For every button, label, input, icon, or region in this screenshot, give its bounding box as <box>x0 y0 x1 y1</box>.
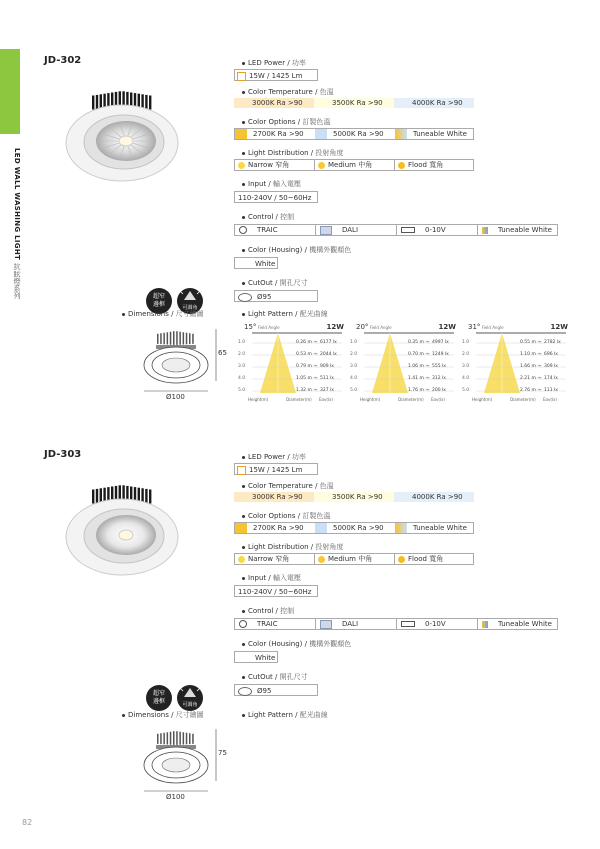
pattern-diameter: 0.55 m → <box>520 340 542 345</box>
cutout-icon <box>238 687 252 696</box>
pattern-diameter: 0.26 m → <box>296 340 318 345</box>
light-distribution-label: Light Distribution / 投射角度 <box>242 542 343 552</box>
pattern-lux: 312 lx <box>432 376 446 381</box>
chart-footer: Eav(lx) <box>431 397 445 402</box>
pattern-lux: 2044 lx <box>320 352 337 357</box>
control-3: Tuneable White <box>478 619 559 629</box>
color-temp-label: Color Temperature / 色溫 <box>242 481 334 491</box>
housing-box: White <box>234 651 278 663</box>
dist-option-2: Flood 寬角 <box>395 554 475 564</box>
cutout-label: CutOut / 開孔尺寸 <box>242 278 308 288</box>
beam-dot-icon <box>238 556 245 563</box>
cutout-box: Ø95 <box>234 290 318 302</box>
narrow-frame-badge: 超窄 邊框 <box>146 288 172 314</box>
dist-option-2: Flood 寬角 <box>395 160 475 170</box>
y-tick: 4.0 <box>350 376 358 381</box>
pattern-watt: 12W <box>326 323 344 331</box>
color-swatch <box>395 523 407 533</box>
pattern-lux: 111 lx <box>544 388 558 393</box>
pattern-diameter: 0.79 m → <box>296 364 318 369</box>
housing-box: White <box>234 257 278 269</box>
chart-footer: Eav(lx) <box>543 397 557 402</box>
pattern-lux: 696 lx <box>544 352 558 357</box>
slider-icon <box>401 621 415 627</box>
dim-height: 75 <box>218 749 227 757</box>
control-2: 0-10V <box>397 225 478 235</box>
color-swatch <box>395 129 407 139</box>
pattern-diameter: 0.35 m → <box>408 340 430 345</box>
cutout-label: CutOut / 開孔尺寸 <box>242 672 308 682</box>
option-5000k: 5000K Ra >90 <box>315 129 395 139</box>
pattern-lux: 909 lx <box>320 364 334 369</box>
control-box <box>234 224 558 236</box>
pattern-diameter: 1.41 m → <box>408 376 430 381</box>
dist-option-0: Narrow 窄角 <box>235 554 315 564</box>
y-tick: 3.0 <box>238 364 246 369</box>
color-options-label: Color Options / 訂製色溫 <box>242 117 330 127</box>
product-block-jd-302 <box>0 55 600 455</box>
field-angle: 31° <box>468 323 481 331</box>
y-tick: 2.0 <box>238 352 246 357</box>
pattern-diameter: 1.66 m → <box>520 364 542 369</box>
y-tick: 1.0 <box>462 340 470 345</box>
color-temp-box <box>234 98 474 110</box>
adjustable-badge: 可調角 <box>177 685 203 711</box>
y-tick: 3.0 <box>350 364 358 369</box>
control-3: Tuneable White <box>478 225 559 235</box>
power-box: 15W / 1425 Lm <box>234 463 318 475</box>
y-tick: 5.0 <box>462 388 470 393</box>
dimmer-knob-icon <box>239 226 247 234</box>
chart-footer: Diameter(m) <box>286 397 312 402</box>
temp-3500k: 3500K Ra >90 <box>314 98 394 108</box>
light-distribution-box <box>234 553 474 565</box>
pattern-lux: 1249 lx <box>432 352 449 357</box>
beam-dot-icon <box>398 556 405 563</box>
light-distribution-label: Light Distribution / 投射角度 <box>242 148 343 158</box>
y-tick: 2.0 <box>350 352 358 357</box>
dimensions-label: Dimensions / 尺寸繪圖 <box>122 309 204 319</box>
light-pattern-chart <box>462 323 568 402</box>
chart-footer: Diameter(m) <box>510 397 536 402</box>
field-angle-sub: Field Angle <box>480 325 504 330</box>
control-label: Control / 控制 <box>242 212 294 222</box>
tuneable-icon <box>482 227 488 234</box>
dist-option-1: Medium 中角 <box>315 554 395 564</box>
option-5000k: 5000K Ra >90 <box>315 523 395 533</box>
pattern-watt: 12W <box>550 323 568 331</box>
option-tuneable: Tuneable White <box>395 523 473 533</box>
dim-width: Ø100 <box>166 393 185 401</box>
field-angle: 20° <box>356 323 369 331</box>
pattern-diameter: 1.10 m → <box>520 352 542 357</box>
y-tick: 1.0 <box>350 340 358 345</box>
pattern-diameter: 1.06 m → <box>408 364 430 369</box>
led-power-label: LED Power / 功率 <box>242 58 306 68</box>
pattern-diameter: 0.53 m → <box>296 352 318 357</box>
side-title: LED WALL WASHING LIGHT 抗眩燈系列 <box>13 148 21 300</box>
chart-footer: Diameter(m) <box>398 397 424 402</box>
y-tick: 4.0 <box>462 376 470 381</box>
pattern-diameter: 0.70 m → <box>408 352 430 357</box>
pattern-diameter: 2.21 m → <box>520 376 542 381</box>
y-tick: 1.0 <box>238 340 246 345</box>
control-1: DALI <box>316 225 397 235</box>
dali-icon <box>320 226 332 235</box>
tuneable-icon <box>482 621 488 628</box>
input-label: Input / 輸入電壓 <box>242 179 301 189</box>
temp-3500k: 3500K Ra >90 <box>314 492 394 502</box>
dimensions-label: Dimensions / 尺寸繪圖 <box>122 710 204 720</box>
temp-3000k: 3000K Ra >90 <box>234 98 314 108</box>
color-swatch <box>315 129 327 139</box>
beam-dot-icon <box>318 556 325 563</box>
pattern-lux: 511 lx <box>320 376 334 381</box>
y-tick: 5.0 <box>238 388 246 393</box>
input-box: 110-240V / 50~60Hz <box>234 191 318 203</box>
narrow-frame-badge: 超窄 邊框 <box>146 685 172 711</box>
beam-dot-icon <box>238 162 245 169</box>
cutout-icon <box>238 293 252 302</box>
housing-label: Color (Housing) / 機構外觀顏色 <box>242 245 351 255</box>
option-2700k: 2700K Ra >90 <box>235 129 315 139</box>
option-2700k: 2700K Ra >90 <box>235 523 315 533</box>
light-pattern-label: Light Pattern / 配光曲線 <box>242 710 328 720</box>
beam-dot-icon <box>398 162 405 169</box>
field-angle-sub: Field Angle <box>368 325 392 330</box>
control-1: DALI <box>316 619 397 629</box>
dim-height: 65 <box>218 349 227 357</box>
chart-footer: Height(m) <box>472 397 493 402</box>
temp-3000k: 3000K Ra >90 <box>234 492 314 502</box>
page-number: 82 <box>22 818 33 827</box>
chart-footer: Height(m) <box>248 397 269 402</box>
light-distribution-box <box>234 159 474 171</box>
pattern-lux: 6177 lx <box>320 340 337 345</box>
product-photo <box>62 85 182 185</box>
model-number: JD-303 <box>44 449 82 460</box>
input-box: 110-240V / 50~60Hz <box>234 585 318 597</box>
product-photo <box>62 479 182 579</box>
control-box <box>234 618 558 630</box>
product-block-jd-303 <box>0 449 600 849</box>
color-options-label: Color Options / 訂製色溫 <box>242 511 330 521</box>
beam-dot-icon <box>318 162 325 169</box>
light-pattern-label: Light Pattern / 配光曲線 <box>242 309 328 319</box>
slider-icon <box>401 227 415 233</box>
control-0: TRAIC <box>235 619 316 629</box>
temp-4000k: 4000K Ra >90 <box>394 492 474 502</box>
color-options-box <box>234 522 474 534</box>
color-temp-label: Color Temperature / 色溫 <box>242 87 334 97</box>
y-tick: 4.0 <box>238 376 246 381</box>
pattern-diameter: 1.76 m → <box>408 388 430 393</box>
led-power-label: LED Power / 功率 <box>242 452 306 462</box>
pattern-diameter: 1.05 m → <box>296 376 318 381</box>
pattern-watt: 12W <box>438 323 456 331</box>
color-swatch <box>235 129 247 139</box>
control-2: 0-10V <box>397 619 478 629</box>
pattern-lux: 2782 lx <box>544 340 561 345</box>
dim-width: Ø100 <box>166 793 185 801</box>
pattern-lux: 4997 lx <box>432 340 449 345</box>
color-swatch <box>315 523 327 533</box>
dist-option-1: Medium 中角 <box>315 160 395 170</box>
control-label: Control / 控制 <box>242 606 294 616</box>
y-tick: 3.0 <box>462 364 470 369</box>
power-box: 15W / 1425 Lm <box>234 69 318 81</box>
adjustable-badge: 可調角 <box>177 288 203 314</box>
y-tick: 5.0 <box>350 388 358 393</box>
light-pattern-chart <box>238 323 344 402</box>
pattern-lux: 174 lx <box>544 376 558 381</box>
pattern-diameter: 2.76 m → <box>520 388 542 393</box>
cutout-box: Ø95 <box>234 684 318 696</box>
field-angle-sub: Field Angle <box>256 325 280 330</box>
y-tick: 2.0 <box>462 352 470 357</box>
pattern-lux: 309 lx <box>544 364 558 369</box>
dimmer-knob-icon <box>239 620 247 628</box>
field-angle: 15° <box>244 323 257 331</box>
color-options-box <box>234 128 474 140</box>
pattern-lux: 200 lx <box>432 388 446 393</box>
sun-icon <box>237 72 246 81</box>
housing-label: Color (Housing) / 機構外觀顏色 <box>242 639 351 649</box>
light-pattern-chart <box>350 323 456 402</box>
chart-footer: Eav(lx) <box>319 397 333 402</box>
dimension-drawing <box>130 727 230 807</box>
dimension-drawing <box>130 327 230 407</box>
sun-icon <box>237 466 246 475</box>
temp-4000k: 4000K Ra >90 <box>394 98 474 108</box>
dist-option-0: Narrow 窄角 <box>235 160 315 170</box>
chart-footer: Height(m) <box>360 397 381 402</box>
pattern-lux: 555 lx <box>432 364 446 369</box>
option-tuneable: Tuneable White <box>395 129 473 139</box>
pattern-lux: 327 lx <box>320 388 334 393</box>
input-label: Input / 輸入電壓 <box>242 573 301 583</box>
control-0: TRAIC <box>235 225 316 235</box>
dali-icon <box>320 620 332 629</box>
pattern-diameter: 1.32 m → <box>296 388 318 393</box>
color-swatch <box>235 523 247 533</box>
model-number: JD-302 <box>44 55 82 66</box>
color-temp-box <box>234 492 474 504</box>
